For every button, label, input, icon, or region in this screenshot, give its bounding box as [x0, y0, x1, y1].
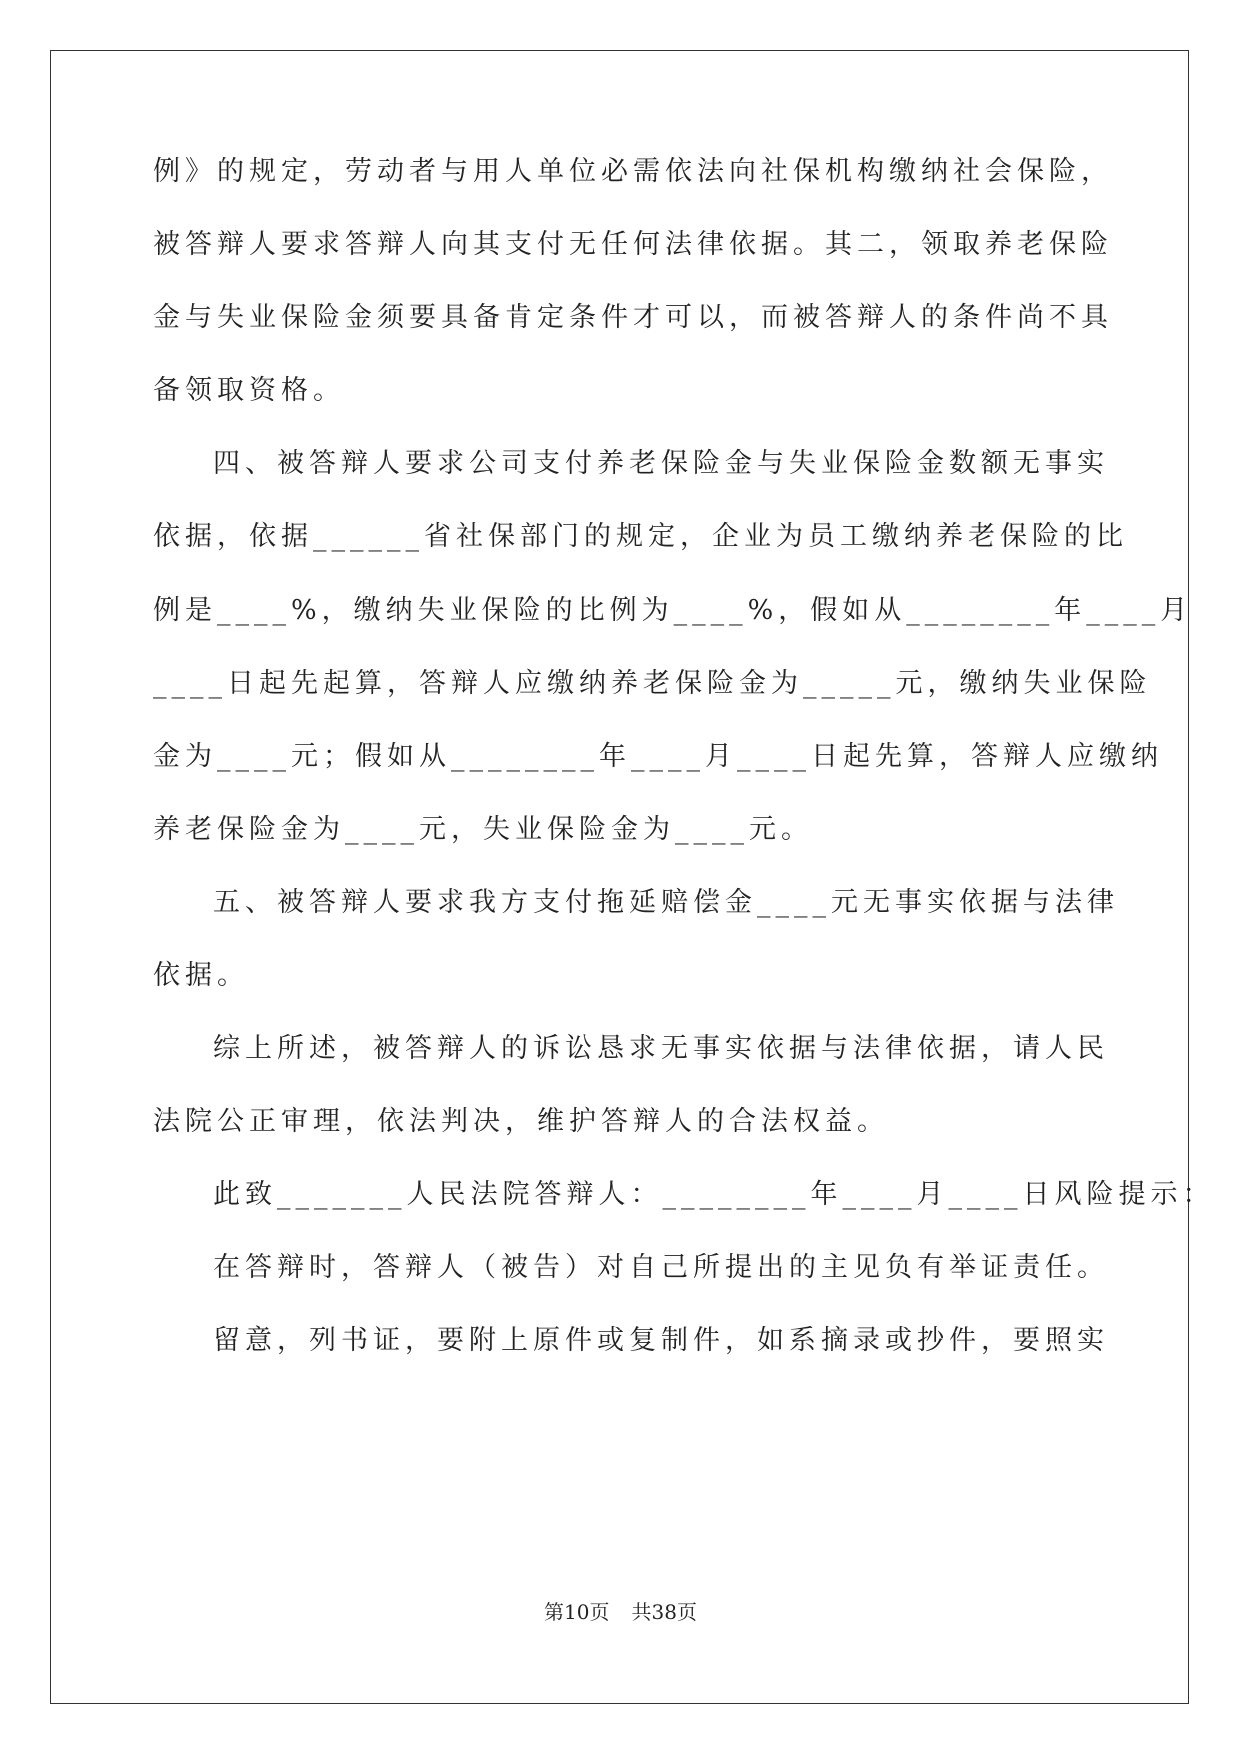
paragraph-four-line-2: 依据，依据______省社保部门的规定，企业为员工缴纳养老保险的比 — [153, 521, 1128, 552]
page-border — [50, 50, 1215, 1704]
body-text-line-2: 被答辩人要求答辩人向其支付无任何法律依据。其二，领取养老保险 — [153, 229, 1113, 260]
body-text-line-3: 金与失业保险金须要具备肯定条件才可以，而被答辩人的条件尚不具 — [153, 302, 1113, 333]
closing-line: 此致_______人民法院答辩人：________年____月____日风险提示： — [213, 1179, 1215, 1210]
page-total: 共38页 — [631, 1600, 697, 1624]
body-text-line-1: 例》的规定，劳动者与用人单位必需依法向社保机构缴纳社会保险， — [153, 156, 1113, 187]
paragraph-five-line-2: 依据。 — [153, 960, 249, 991]
page-footer — [0, 1600, 1241, 1624]
conclusion-line-1: 综上所述，被答辩人的诉讼恳求无事实依据与法律依据，请人民 — [213, 1033, 1109, 1064]
page-number: 第10页 — [544, 1600, 610, 1624]
risk-note-line-1: 在答辩时，答辩人（被告）对自己所提出的主见负有举证责任。 — [213, 1252, 1109, 1283]
paragraph-four-line-6: 养老保险金为____元，失业保险金为____元。 — [153, 814, 813, 845]
paragraph-four-line-3: 例是____%，缴纳失业保险的比例为____%，假如从________年____月 — [153, 595, 1193, 626]
conclusion-line-2: 法院公正审理，依法判决，维护答辩人的合法权益。 — [153, 1106, 889, 1137]
risk-note-line-2: 留意，列书证，要附上原件或复制件，如系摘录或抄件，要照实 — [213, 1325, 1109, 1356]
body-text-line-4: 备领取资格。 — [153, 375, 345, 406]
paragraph-four-line-1: 四、被答辩人要求公司支付养老保险金与失业保险金数额无事实 — [213, 448, 1109, 479]
paragraph-four-line-5: 金为____元；假如从________年____月____日起先算，答辩人应缴纳 — [153, 741, 1163, 772]
paragraph-five-line-1: 五、被答辩人要求我方支付拖延赔偿金____元无事实依据与法律 — [213, 887, 1119, 918]
paragraph-four-line-4: ____日起先起算，答辩人应缴纳养老保险金为_____元，缴纳失业保险 — [153, 668, 1152, 699]
